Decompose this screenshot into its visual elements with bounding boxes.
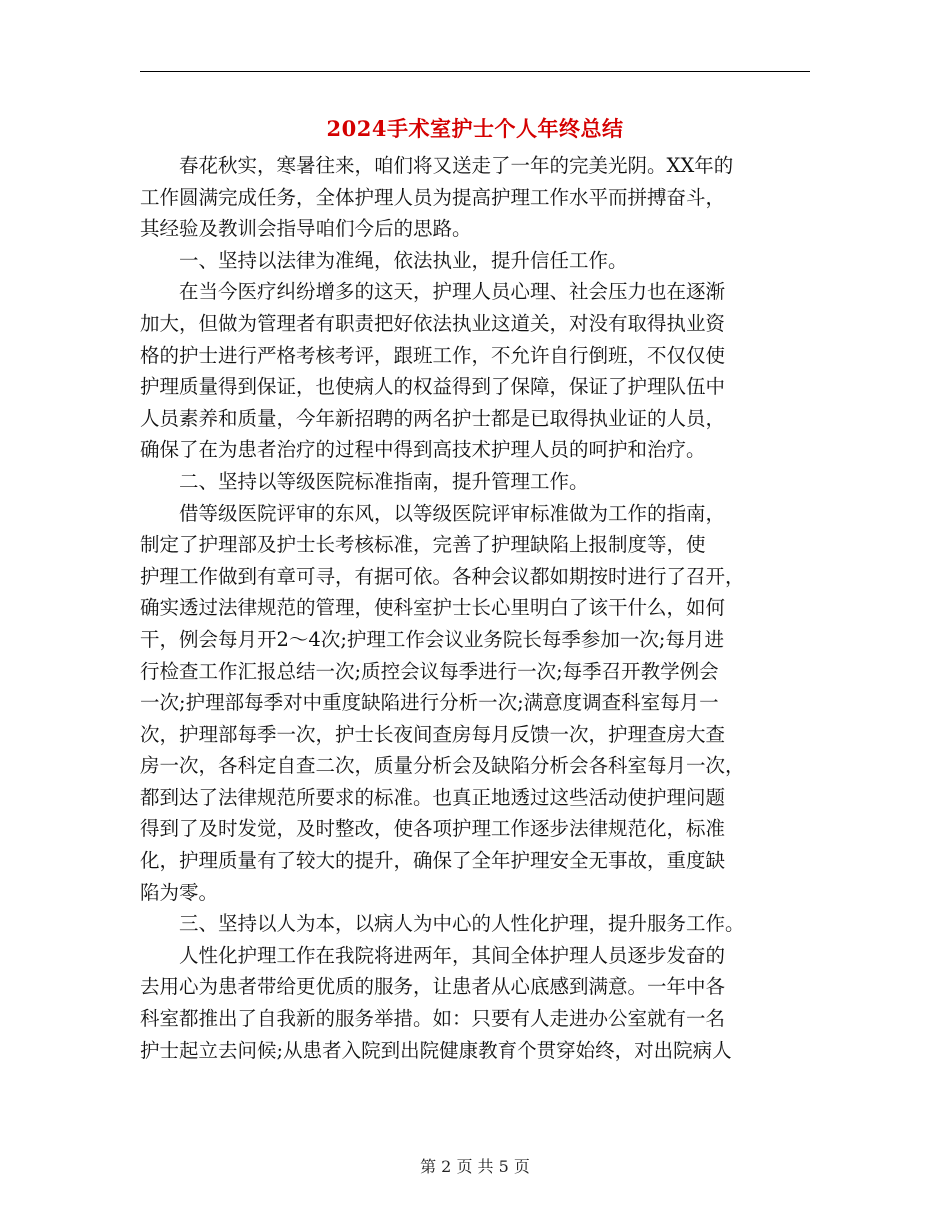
body-line: 二、坚持以等级医院标准指南，提升管理工作。 [140, 469, 589, 493]
body-line: 护理质量得到保证，也使病人的权益得到了保障，保证了护理队伍中 [140, 375, 726, 399]
body-line: 陷为零。 [140, 880, 219, 904]
document-body [140, 150, 810, 1066]
body-line: 人员素养和质量，今年新招聘的两名护士都是已取得执业证的人员， [140, 406, 726, 430]
body-line: 其经验及教训会指导咱们今后的思路。 [140, 217, 472, 241]
body-line: 在当今医疗纠纷增多的这天，护理人员心理、社会压力也在逐渐 [140, 280, 726, 304]
page-number: 第 2 页 共 5 页 [420, 1157, 530, 1176]
body-line: 三、坚持以人为本，以病人为中心的人性化护理，提升服务工作。 [140, 912, 745, 936]
body-line: 确保了在为患者治疗的过程中得到高技术护理人员的呵护和治疗。 [140, 438, 706, 462]
body-line: 格的护士进行严格考核考评，跟班工作，不允许自行倒班，不仅仅使 [140, 343, 726, 367]
body-line: 房一次，各科定自查二次，质量分析会及缺陷分析会各科室每月一次， [140, 754, 745, 778]
body-line: 借等级医院评审的东风，以等级医院评审标准做为工作的指南， [140, 501, 726, 525]
body-line: 加大，但做为管理者有职责把好依法执业这道关，对没有取得执业资 [140, 311, 726, 335]
body-line: 得到了及时发觉，及时整改，使各项护理工作逐步法律规范化，标准 [140, 817, 726, 841]
body-line: 化，护理质量有了较大的提升，确保了全年护理安全无事故，重度缺 [140, 849, 726, 873]
body-line: 次，护理部每季一次，护士长夜间查房每月反馈一次，护理查房大查 [140, 722, 726, 746]
header-rule [140, 71, 810, 72]
body-line: 确实透过法律规范的管理，使科室护士长心里明白了该干什么，如何 [140, 596, 726, 620]
body-line: 科室都推出了自我新的服务举措。如：只要有人走进办公室就有一名 [140, 1007, 726, 1031]
body-line: 行检查工作汇报总结一次;质控会议每季进行一次;每季召开教学例会 [140, 659, 719, 683]
body-line: 都到达了法律规范所要求的标准。也真正地透过这些活动使护理问题 [140, 785, 726, 809]
body-line: 制定了护理部及护士长考核标准，完善了护理缺陷上报制度等，使 [140, 533, 706, 557]
body-line: 一次;护理部每季对中重度缺陷进行分析一次;满意度调查科室每月一 [140, 691, 719, 715]
body-line: 工作圆满完成任务，全体护理人员为提高护理工作水平而拼搏奋斗， [140, 185, 726, 209]
body-line: 去用心为患者带给更优质的服务，让患者从心底感到满意。一年中各 [140, 975, 726, 999]
body-line: 护理工作做到有章可寻，有据可依。各种会议都如期按时进行了召开， [140, 564, 745, 588]
body-line: 人性化护理工作在我院将进两年，其间全体护理人员逐步发奋的 [140, 943, 726, 967]
body-line: 一、坚持以法律为准绳，依法执业，提升信任工作。 [140, 248, 628, 272]
body-line: 干，例会每月开2～4次;护理工作会议业务院长每季参加一次;每月进 [140, 627, 724, 651]
body-line: 春花秋实，寒暑往来，咱们将又送走了一年的完美光阴。XX年的 [140, 154, 734, 177]
document-title: 2024手术室护士个人年终总结 [326, 116, 624, 141]
body-line: 护士起立去问候;从患者入院到出院健康教育个贯穿始终，对出院病人 [140, 1038, 732, 1062]
